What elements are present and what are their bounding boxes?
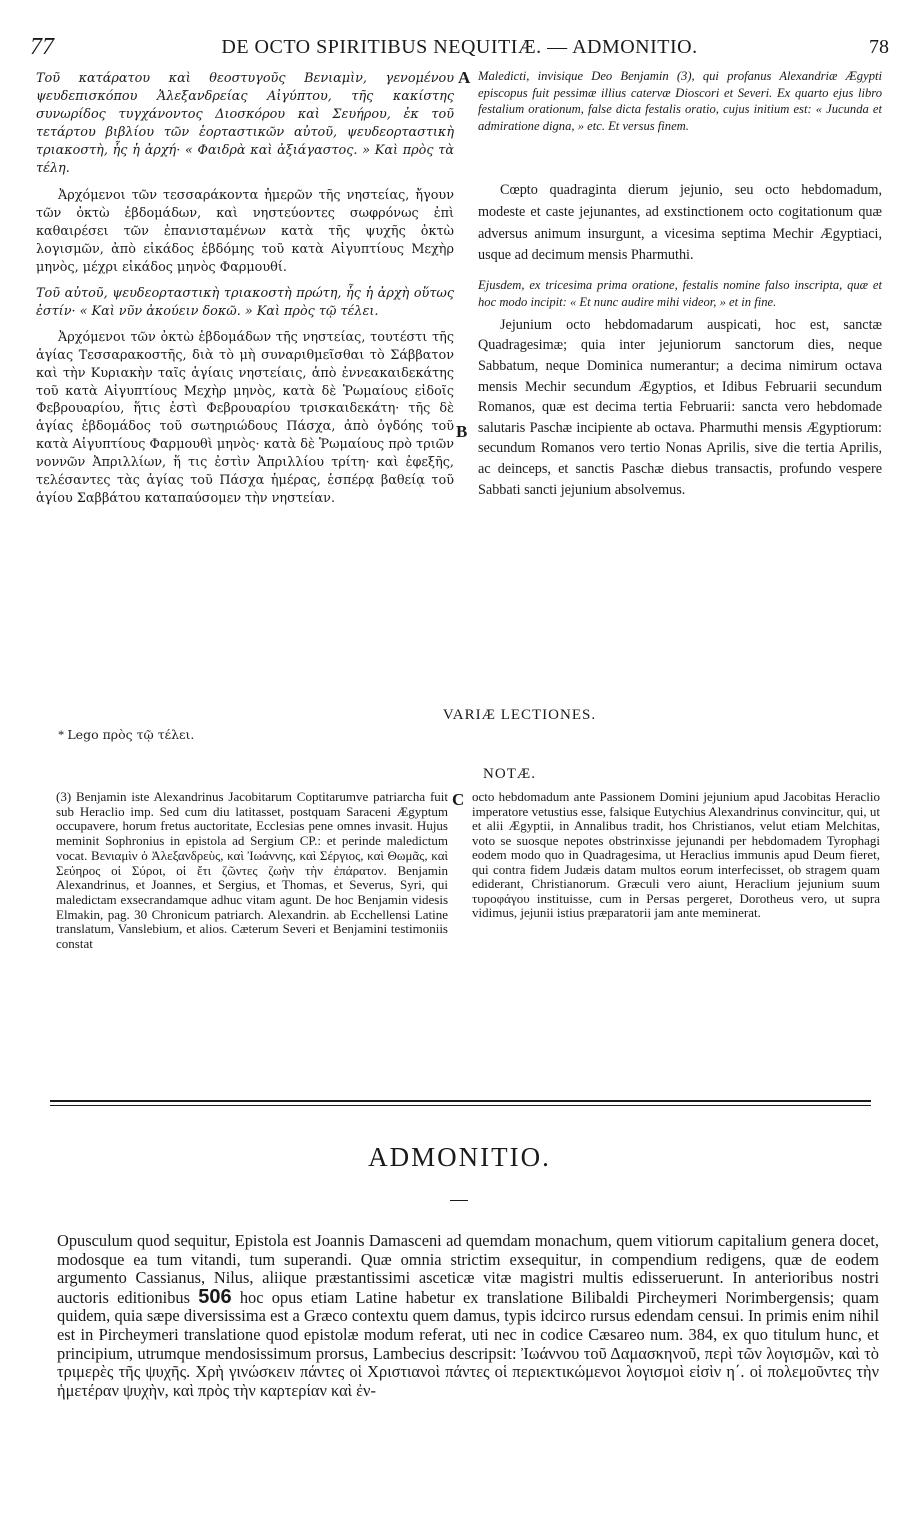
margin-letter-c: C <box>452 790 465 809</box>
page-marker-506: 506 <box>198 1285 232 1308</box>
greek-paragraph-fast: Ἀρχόμενοι τῶν τεσσαράκοντα ἡμερῶν τῆς νηστείας, ἤγουν τῶν ὀκτὼ ἑβδομάδων, καὶ νηστεύοντες σωφρόνως ἐπὶ καθαιρέσει τῶν ἐπανισταμένων κατὰ τῆς ψυχῆς ὀκτὼ λογισμῶν, ἀπὸ εἰκάδος ἑβδόμης τοῦ κατὰ Αἰγυπτίους Μεχὴρ μηνὸς, μέχρι εἰκάδος μηνὸς Φαρμουθί. <box>36 188 454 276</box>
admonitio-heading: ADMONITIO. <box>368 1142 551 1172</box>
margin-letter-a: A <box>458 68 471 87</box>
note-asterisk: * <box>58 728 65 742</box>
notae-left-column: (3) Benjamin iste Alexandrinus Jacobitarum Coptitarumve patriarcha fuit sub Heraclio imp. Sed cum diu latitasset, postquam Saraceni Ægyptum occupavere, horum fretus auctoritate, Ecclesias pene omnes invasit. Hujus meminit Sophronius in epistola ad Sergium CP.: et perinde maledictum vocat. Βενιαμὶν ὁ Ἀλεξανδρεὺς, καὶ Ἰωάννης, καὶ Σέργιος, καὶ Θωμᾶς, καὶ Σεύηρος οἱ Σύροι, οἱ ἔτι ζῶντες ζωὴν τὴν ἐπάρατον. Benjamin Alexandrinus, et Joannes, et Sergius, et Thomas, et Severus, Syri, qui maledictam exsecrandamque adhuc vitam agunt. De hoc Benjamin videsis Elmakin, pag. 30 Chronicum patriarch. Alexandrin. ab Ecchellensi Latine translatum, Vanslebium, et alios. Cæterum Severi et Benjamini testimoniis constat <box>56 789 448 952</box>
greek-heading-ejusdem: Τοῦ αὐτοῦ, ψευδεορταστικὴ τριακοστὴ πρώτη, ἧς ἡ ἀρχὴ οὕτως ἐστίν· « Καὶ νῦν ἀκούειν δοκῶ. » Καὶ πρὸς τῷ τέλει. <box>36 285 454 319</box>
admonitio-text-end: hoc opus etiam Latine habetur ex translatione Bilibaldi Pircheymeri Norimbergensis; quam quidem, quia sæpe diversissima est a Græco contextu quem damus, typis idcirco rursus edendam censui. In primis enim nihil est in Pircheymeri translatione quod epistolæ modum referat, uti nec in codice Cæsareo num. 384, ex quo titulum hunc, et principium, utrumque mendosissimum prorsus, Lambecius descripsit: Ἰωάννου τοῦ Δαμασκηνοῦ, περὶ τῶν λογισμῶν, καὶ τὸ τριμερὲς τῆς ψυχῆς. Χρὴ γινώσκειν πάντες οἱ Χριστιανοὶ πάντες οἱ περιεκτικώμενοι λογισμοὶ εἰσὶν η΄. οἱ πολεμοῦντες τὴν ἡμετέραν ψυχὴν, καὶ πρὸς τὴν καρτερίαν καὶ ἐν- <box>57 1287 879 1400</box>
double-rule-top <box>50 1100 871 1102</box>
notae-heading: NOTÆ. <box>483 766 536 782</box>
latin-column-top <box>478 68 882 500</box>
variae-note <box>58 727 194 743</box>
latin-paragraph-weeks: Jejunium octo hebdomadarum auspicati, hoc est, sanctæ Quadragesimæ; quia inter jejuniorum sanctorum dies, neque Sabbatum, neque Dominica numerantur; a decima nimirum octava mensis Mechir secundum Ægyptios, et Idibus Februarii secundum Romanos, quæ est decima tertia Februarii: sancta vero hebdomade salutaris Paschæ incipiente ab octava. Pharmuthi mensis Ægyptiorum: secundum Romanos vero tertio Nonas Aprilis, sive die tertia Aprilis, ac deinceps, et sanctis Paschæ diebus transactis, profundo vespere Sabbati sancti jejunium absolvemus. <box>478 316 882 498</box>
heading-dash <box>450 1200 468 1201</box>
page-number-right: 78 <box>869 36 889 58</box>
admonitio-text <box>57 1232 879 1400</box>
double-rule-bottom <box>50 1105 871 1106</box>
notae-right-column: octo hebdomadum ante Passionem Domini jejunium apud Jacobitas Heraclio imperatore vetustius esse, falsique Eutychius Alexandrinus convincitur, qui, ut et alii Ægyptii, in Annalibus tradit, hos Christianos, velut etiam Melchitas, voto se suosque nepotes obstrinxisse jejunandi per hebdomadem Tyrophagi eodem modo quo in Quadragesima, ut Heraclius immunis apud Deum fieret, qui contra fidem Judæis datam multos eorum interfecisset, ob stragem quam ediderant, Christianorum. Græculi vero aiunt, Heraclium jejunium suum τυροφάγου instituisse, cum in Persas pergeret, Dorotheus vero, ut supra vidimus, jejunii istius præparatorii jam ante meminerat. <box>472 789 880 920</box>
latin-heading-ejusdem: Ejusdem, ex tricesima prima oratione, festalis nomine falso inscripta, quæ et hoc modo incipit: « Et nunc audire mihi videor, » et in fine. <box>478 278 882 309</box>
variae-note-text: Lego πρὸς τῷ τέλει. <box>67 727 195 742</box>
admonitio-text-start: Opusculum quod sequitur, Epistola est Joannis Damasceni ad quemdam monachum, quem vitiorum capitalium genera docet, modosque ea tum vitandi, tum superandi. Quæ omnia strictim exsequitur, in compendium redigens, quæ de eodem argumento Cassianus, Nilus, aliique præstantissimi asceticæ vitæ magistri multis edisseruerunt. In anterioribus nostri auctoris editionibus <box>57 1231 879 1307</box>
margin-letter-b: B <box>456 422 468 441</box>
latin-heading-benjamin: Maledicti, invisique Deo Benjamin (3), qui profanus Alexandriæ Ægypti episcopus fuit pessimæ illius catervæ Dioscori et Severi. Ex quarto ejus libro festalium orationum, false dicta festalis oratio, cujus initium est: « Jucunda et admiratione digna, » etc. Et versus finem. <box>478 69 882 133</box>
greek-column-top <box>36 70 454 508</box>
page-number-left: 77 <box>30 34 54 60</box>
running-title: DE OCTO SPIRITIBUS NEQUITIÆ. — ADMONITIO. <box>221 36 698 58</box>
running-header <box>30 34 889 64</box>
greek-paragraph-weeks: Ἀρχόμενοι τῶν ὀκτὼ ἑβδομάδων τῆς νηστείας, τουτέστι τῆς ἁγίας Τεσσαρακοστῆς, διὰ τὸ μὴ συναριθμεῖσθαι τὸ Σάββατον καὶ τὴν Κυριακὴν ταῖς ἁγίαις νηστείαις, ἀπὸ ἐννεακαιδεκάτης τοῦ κατὰ Αἰγυπτίους Μεχὴρ μηνὸς, κατὰ δὲ Ῥωμαίους εἰδοῖς Φεβρουαρίου, ἥτις ἐστὶ Φεβρουαρίου τρισκαιδεκάτη· τῆς δὲ ἁγίας ἑβδομάδος τοῦ σωτηριώδους Πάσχα, ἀπὸ ὀγδόης τοῦ κατὰ Αἰγυπτίους Φαρμουθὶ μηνὸς· κατὰ δὲ Ῥωμαίους πρὸ τριῶν νοννῶν Ἀπριλλίων, ἥ τις ἐστὶν Ἀπριλλίου τρίτη· καὶ ἐφεξῆς, τελέσαντες τὰς ἁγίας τοῦ Πάσχα ἡμέρας, ἑσπέρᾳ βαθείᾳ τοῦ ἁγίου Σαββάτου καταπαύσομεν τὴν νηστείαν. <box>36 329 454 506</box>
greek-heading-benjamin: Τοῦ κατάρατου καὶ θεοστυγοῦς Βενιαμὶν, γενομένου ψευδεπισκόπου Ἀλεξανδρείας Αἰγύπτου, τῆς κακίστης συνωρίδος τυγχάνοντος Διοσκόρου καὶ Σευήρου, ἐκ τοῦ τετάρτου βιβλίου τῶν ἑορταστικῶν αὐτοῦ, ψευδεορταστικὴ τριακοστὴ, ἧς ἡ ἀρχή· « Φαιδρὰ καὶ ἀξιάγαστος. » Καὶ πρὸς τὰ τέλη. <box>36 71 454 176</box>
variae-lectiones-heading: VARIÆ LECTIONES. <box>442 707 597 723</box>
latin-paragraph-fast: Cœpto quadraginta dierum jejunio, seu octo hebdomadum, modeste et caste jejunantes, ad exstinctionem octo cogitationum quæ adversus animum insurgunt, a vicesima septima Mechir Ægyptiaci, usque ad decimum mensis Pharmuthi. <box>478 182 882 264</box>
